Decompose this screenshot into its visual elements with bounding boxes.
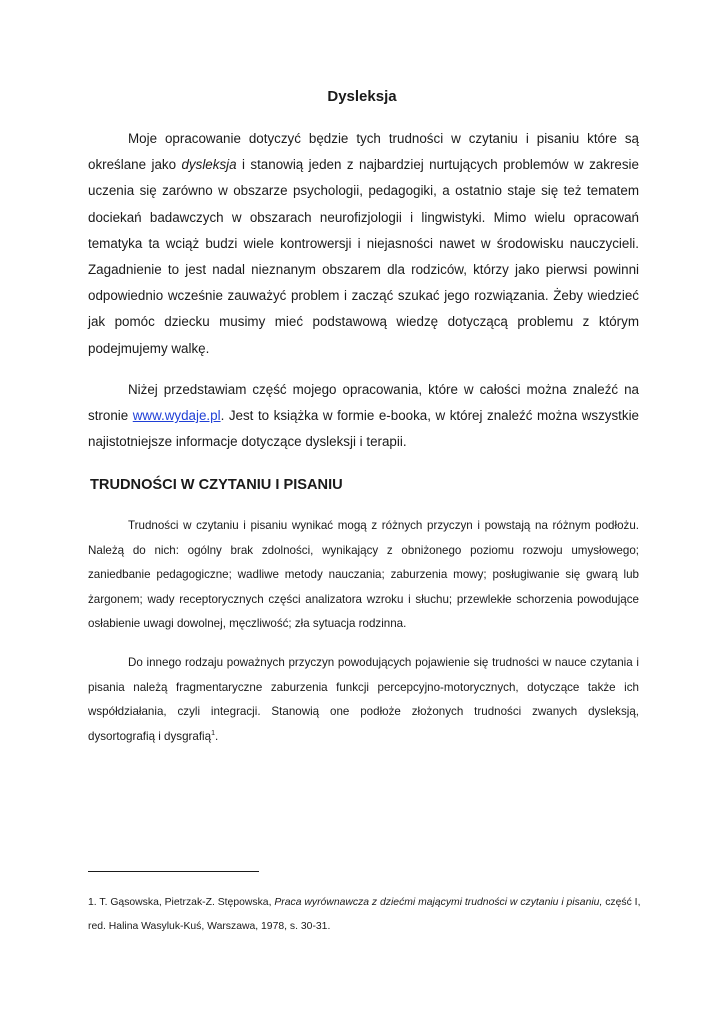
intro-p2-text-end: . Jest to książka w formie e-booka, w której znaleźć można wszystkie najistotniejsze informacje dotyczące dysleksji i terapii. [88, 408, 639, 450]
footnote [88, 891, 648, 939]
section-p2-end: . [215, 729, 219, 743]
section-paragraph-2 [88, 651, 639, 749]
footnote-reference[interactable]: 1 [211, 729, 215, 737]
section-heading: TRUDNOŚCI W CZYTANIU I PISANIU [90, 477, 343, 493]
footnote-details: część I, red. Halina Wasyluk-Kuś, Warszawa, 1978, s. 30-31. [88, 897, 641, 932]
footnote-work-title: Praca wyrównawcza z dziećmi mającymi trudności w czytaniu i pisaniu, [274, 897, 603, 908]
section-paragraph-1: Trudności w czytaniu i pisaniu wynikać mogą z różnych przyczyn i powstają na różnym podłożu. Należą do nich: ogólny brak zdolności, wynikający z obniżonego poziomu rozwoju umysłowego; zaniedbanie pedagogiczne; wadliwe metody nauczania; zaburzenia mowy; posługiwanie się gwarą lub żargonem; wady receptorycznych części analizatora wzroku i słuchu; przewlekłe schorzenia powodujące osłabienie uwagi dowolnej, męczliwość; zła sytuacja rodzinna. [88, 519, 639, 631]
intro-section [88, 126, 639, 455]
intro-p1-italic-term: dysleksja [181, 157, 237, 173]
intro-paragraph-2 [88, 377, 639, 456]
section-p2-text: Do innego rodzaju poważnych przyczyn powodujących pojawienie się trudności w nauce czytania i pisania należą fragmentaryczne zaburzenia funkcji percepcyjno-motorycznych, dotyczące także ich współdziałania, czyli integracji. Stanowią one podłoże złożonych trudności zwanych dysleksją, dysortografią i dysgrafią [88, 655, 639, 743]
page-title: Dysleksja [327, 88, 397, 105]
footnote-divider [88, 871, 259, 872]
section-body [88, 514, 639, 749]
footnote-number: 1. [88, 897, 97, 908]
intro-p1-text-end: i stanowią jeden z najbardziej nurtujących problemów w zakresie uczenia się zarówno w obszarze psychologii, pedagogiki, a ostatnio staje się też tematem dociekań badawczych w obszarach neurofizjologii i lingwistyki. Mimo wielu opracowań tematyka ta wciąż budzi wiele kontrowersji i niejasności nawet w środowisku nauczycieli. Zagadnienie to jest nadal nieznanym obszarem dla rodziców, którzy jako pierwsi powinni odpowiednio wcześnie zauważyć problem i zacząć szukać jego rozwiązania. Żeby wiedzieć jak pomóc dziecku musimy mieć podstawową wiedzę dotyczącą problemu z którym podejmujemy walkę. [88, 157, 639, 356]
intro-p2-text-start: Niżej przedstawiam część mojego opracowania, które w całości można znaleźć na stronie [88, 381, 639, 424]
intro-p1-text-start: Moje opracowanie dotyczyć będzie tych trudności w czytaniu i pisaniu które są określane jako [88, 131, 639, 173]
footnote-authors: T. Gąsowska, Pietrzak-Z. Stępowska, [96, 897, 275, 908]
intro-paragraph-1 [88, 126, 639, 362]
website-link[interactable]: www.wydaje.pl [132, 408, 221, 424]
